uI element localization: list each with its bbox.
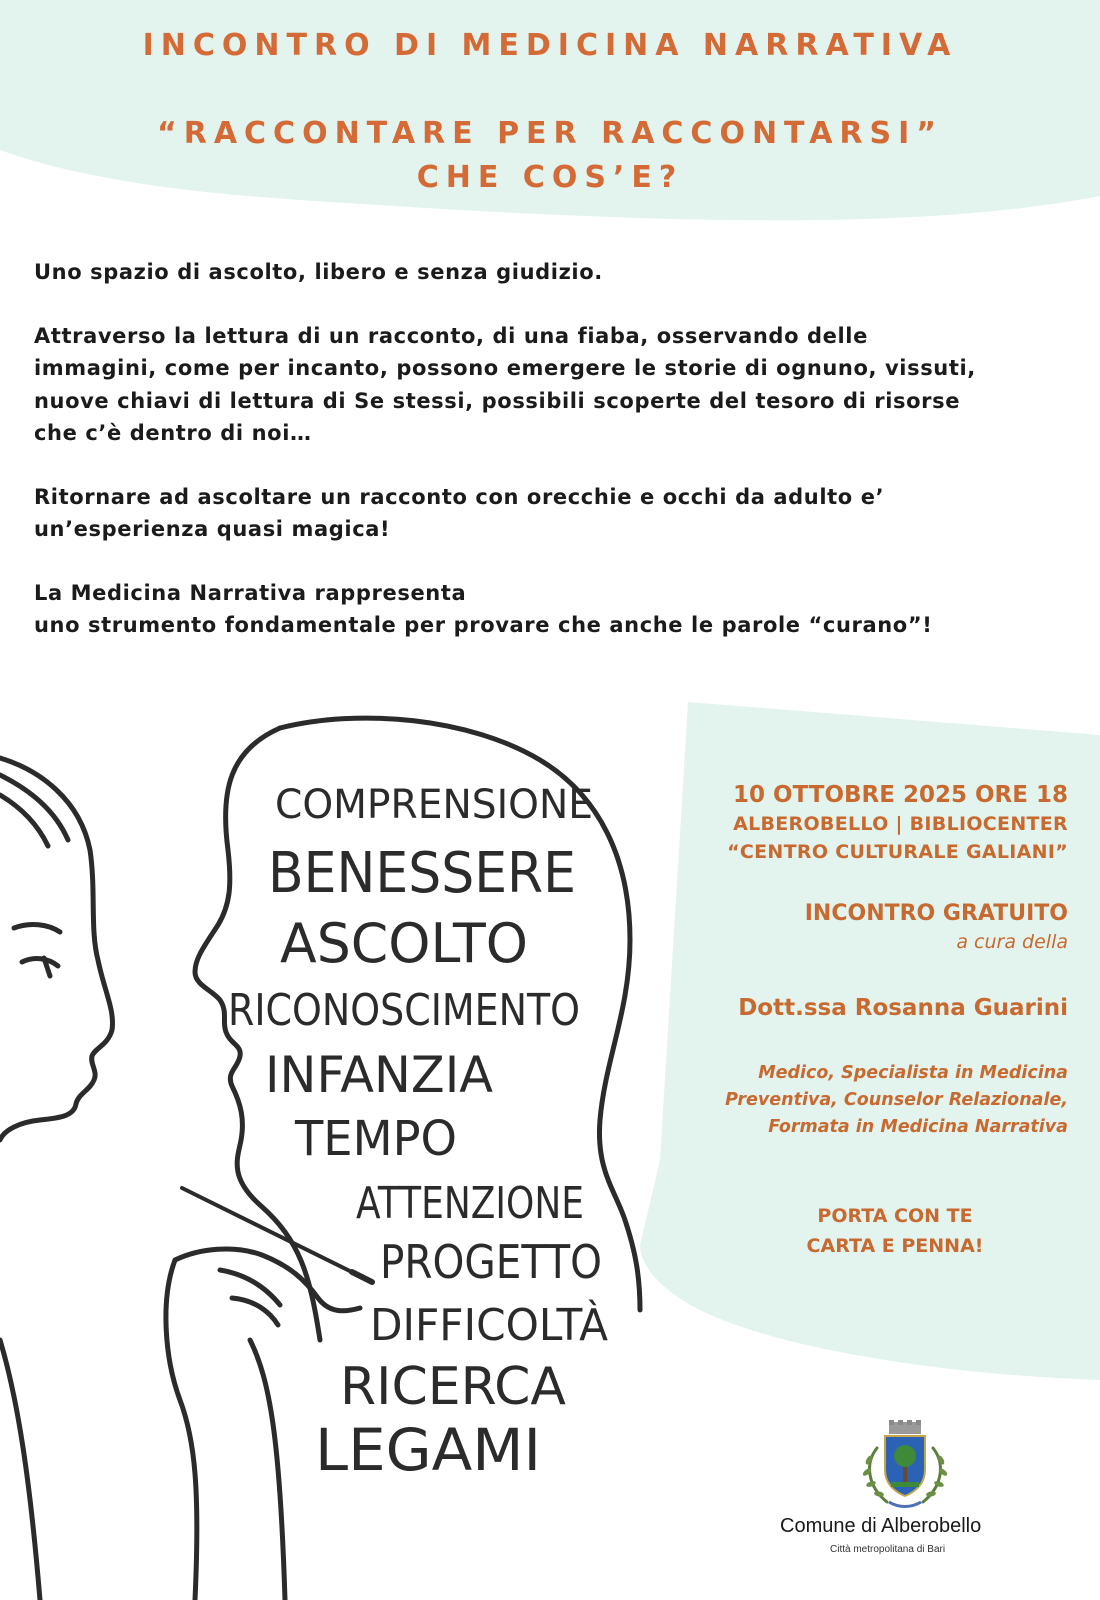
intro-line: Ritornare ad ascoltare un racconto con orecchie e occhi da adulto e’: [34, 484, 885, 509]
woman-body-line: [0, 1340, 40, 1600]
hand-finger: [232, 1298, 278, 1325]
intro-line: La Medicina Narrativa rappresenta: [34, 580, 467, 605]
free-entry-label: INCONTRO GRATUITO: [804, 901, 1068, 926]
hand-outline: [175, 1249, 360, 1311]
intro-line: un’esperienza quasi magica!: [34, 517, 391, 541]
municipality-logo: [780, 1418, 1030, 1556]
intro-line: che c’è dentro di noi…: [34, 421, 312, 445]
intro-paragraph-4: [34, 577, 1074, 642]
intro-line: uno strumento fondamentale per provare che anche le parole “curano”!: [34, 613, 933, 637]
head-words: [228, 782, 618, 1484]
bring-notice: [680, 1201, 1050, 1261]
speaker-name: Dott.ssa Rosanna Guarini: [738, 995, 1068, 1021]
intro-paragraph-2: [34, 320, 1074, 450]
coat-of-arms-icon: [855, 1418, 955, 1510]
head-word: TEMPO: [294, 1111, 457, 1167]
hand-wrist: [250, 1340, 285, 1600]
event-info-panel: [680, 780, 1068, 1261]
header: [0, 28, 1100, 200]
bring-notice-line: PORTA CON TE: [817, 1205, 973, 1227]
woman-eye: [22, 959, 58, 966]
head-word: BENESSERE: [268, 841, 576, 906]
intro-line: Attraverso la lettura di un racconto, di una fiaba, osservando delle: [34, 323, 868, 348]
bring-notice-line: CARTA E PENNA!: [806, 1235, 984, 1257]
speaker-role-line: Formata in Medicina Narrativa: [768, 1117, 1068, 1137]
woman-hair-line: [0, 775, 68, 840]
intro-paragraph-3: [34, 481, 1074, 546]
head-word: DIFFICOLTÀ: [370, 1300, 618, 1351]
curated-by-label: a cura della: [956, 931, 1068, 953]
head-word: INFANZIA: [265, 1046, 493, 1104]
pen: [182, 1188, 364, 1278]
intro-line: nuove chiavi di lettura di Se stessi, possibili scoperte del tesoro di risorse: [34, 388, 961, 413]
intro-text: [34, 256, 1074, 673]
municipality-name: Comune di Alberobello: [780, 1515, 982, 1537]
hand-outline: [166, 1260, 197, 1600]
event-subtitle: CHE COS’E?: [416, 160, 684, 195]
intro-line: Uno spazio di ascolto, libero e senza giudizio.: [34, 260, 603, 284]
head-word: COMPRENSIONE: [275, 782, 593, 828]
head-word: RICONOSCIMENTO: [228, 985, 580, 1036]
woman-eyebrow: [14, 925, 60, 932]
event-type-heading: INCONTRO DI MEDICINA NARRATIVA: [142, 28, 958, 63]
head-word: ATTENZIONE: [356, 1178, 584, 1229]
intro-line: immagini, come per incanto, possono emergere le storie di ognuno, vissuti,: [34, 356, 976, 380]
event-date: 10 OTTOBRE 2025 ORE 18: [733, 782, 1068, 808]
head-word: LEGAMI: [315, 1416, 541, 1484]
event-title: “RACCONTARE PER RACCONTARSI”: [157, 116, 943, 151]
speaker-role-line: Medico, Specialista in Medicina: [758, 1063, 1068, 1083]
head-word: ASCOLTO: [280, 912, 528, 975]
woman-profile-outline: [0, 758, 113, 1140]
head-word: RICERCA: [340, 1357, 567, 1417]
intro-paragraph-1: [34, 256, 1074, 289]
speaker-role: [680, 1060, 1068, 1141]
event-venue-line-1: ALBEROBELLO | BIBLIOCENTER: [733, 813, 1068, 835]
metropolitan-area: Città metropolitana di Bari: [830, 1544, 946, 1555]
head-profiles-illustration: [0, 700, 660, 1600]
event-venue-line-2: “CENTRO CULTURALE GALIANI”: [727, 841, 1068, 863]
head-word: PROGETTO: [380, 1235, 602, 1289]
speaker-role-line: Preventiva, Counselor Relazionale,: [725, 1090, 1068, 1110]
pen-tip: [352, 1272, 372, 1282]
